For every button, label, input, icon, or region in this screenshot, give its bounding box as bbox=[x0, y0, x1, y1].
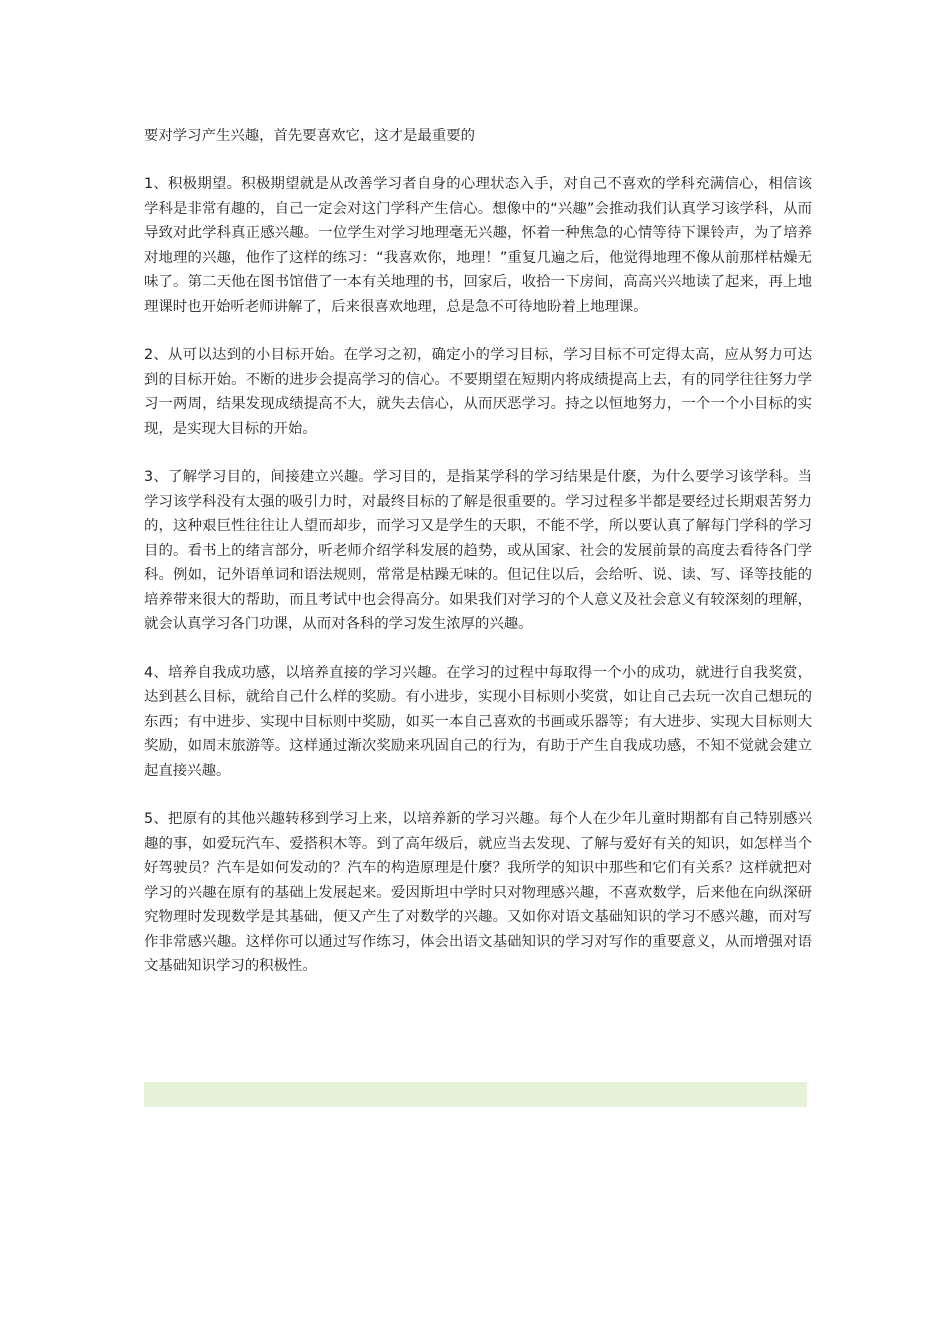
paragraph-5: 5、把原有的其他兴趣转移到学习上来，以培养新的学习兴趣。每个人在少年儿童时期都有自己特别感兴趣的事，如爱玩汽车、爱搭积木等。到了高年级后，就应当去发现、了解与爱好有关的知识，如怎样当个好驾驶员？汽车是如何发动的？汽车的构造原理是什麼？我所学的知识中那些和它们有关系？这样就把对学习的兴趣在原有的基础上发展起来。爱因斯坦中学时只对物理感兴趣，不喜欢数学，后来他在向纵深研究物理时发现数学是其基础，便又产生了对数学的兴趣。又如你对语文基础知识的学习不感兴趣，而对写作非常感兴趣。这样你可以通过写作练习，体会出语文基础知识的学习对写作的重要意义，从而增强对语文基础知识学习的积极性。 bbox=[144, 811, 812, 974]
article-title: 要对学习产生兴趣，首先要喜欢它，这才是最重要的 bbox=[144, 128, 475, 144]
paragraph-3: 3、了解学习目的，间接建立兴趣。学习目的，是指某学科的学习结果是什麽，为什么要学习该学科。当学习该学科没有太强的吸引力时，对最终目标的了解是很重要的。学习过程多半都是要经过长期艰苦努力的，这种艰巨性往往让人望而却步，而学习又是学生的天职，不能不学，所以要认真了解每门学科的学习目的。看书上的绪言部分，听老师介绍学科发展的趋势，或从国家、社会的发展前景的高度去看待各门学科。例如，记外语单词和语法规则，常常是枯躁无味的。但记住以后，会给听、说、读、写、译等技能的培养带来很大的帮助，而且考试中也会得高分。如果我们对学习的个人意义及社会意义有较深刻的理解，就会认真学习各门功课，从而对各科的学习发生浓厚的兴趣。 bbox=[144, 469, 812, 632]
article-body bbox=[144, 124, 812, 1003]
paragraph-2: 2、从可以达到的小目标开始。在学习之初，确定小的学习目标，学习目标不可定得太高，应从努力可达到的目标开始。不断的进步会提高学习的信心。不要期望在短期内将成绩提高上去，有的同学往往努力学习一两周，结果发现成绩提高不大，就失去信心，从而厌恶学习。持之以恒地努力，一个一个小目标的实现，是实现大目标的开始。 bbox=[144, 347, 812, 437]
footer-highlight-bar bbox=[144, 1082, 807, 1107]
paragraph-4: 4、培养自我成功感，以培养直接的学习兴趣。在学习的过程中每取得一个小的成功，就进行自我奖赏，达到甚么目标，就给自己什么样的奖励。有小进步，实现小目标则小奖赏，如让自己去玩一次自己想玩的东西；有中进步、实现中目标则中奖励，如买一本自己喜欢的书画或乐器等；有大进步、实现大目标则大奖励，如周末旅游等。这样通过渐次奖励来巩固自己的行为，有助于产生自我成功感，不知不觉就会建立起直接兴趣。 bbox=[144, 664, 812, 779]
paragraph-1: 1、积极期望。积极期望就是从改善学习者自身的心理状态入手，对自己不喜欢的学科充满信心，相信该学科是非常有趣的，自己一定会对这门学科产生信心。想像中的“兴趣”会推动我们认真学习该学科，从而导致对此学科真正感兴趣。一位学生对学习地理毫无兴趣，怀着一种焦急的心情等待下课铃声，为了培养对地理的兴趣，他作了这样的练习：“我喜欢你，地理！”重复几遍之后，他觉得地理不像从前那样枯燥无味了。第二天他在图书馆借了一本有关地理的书，回家后，收拾一下房间，高高兴兴地读了起来，再上地理课时也开始听老师讲解了，后来很喜欢地理，总是急不可待地盼着上地理课。 bbox=[144, 176, 812, 315]
